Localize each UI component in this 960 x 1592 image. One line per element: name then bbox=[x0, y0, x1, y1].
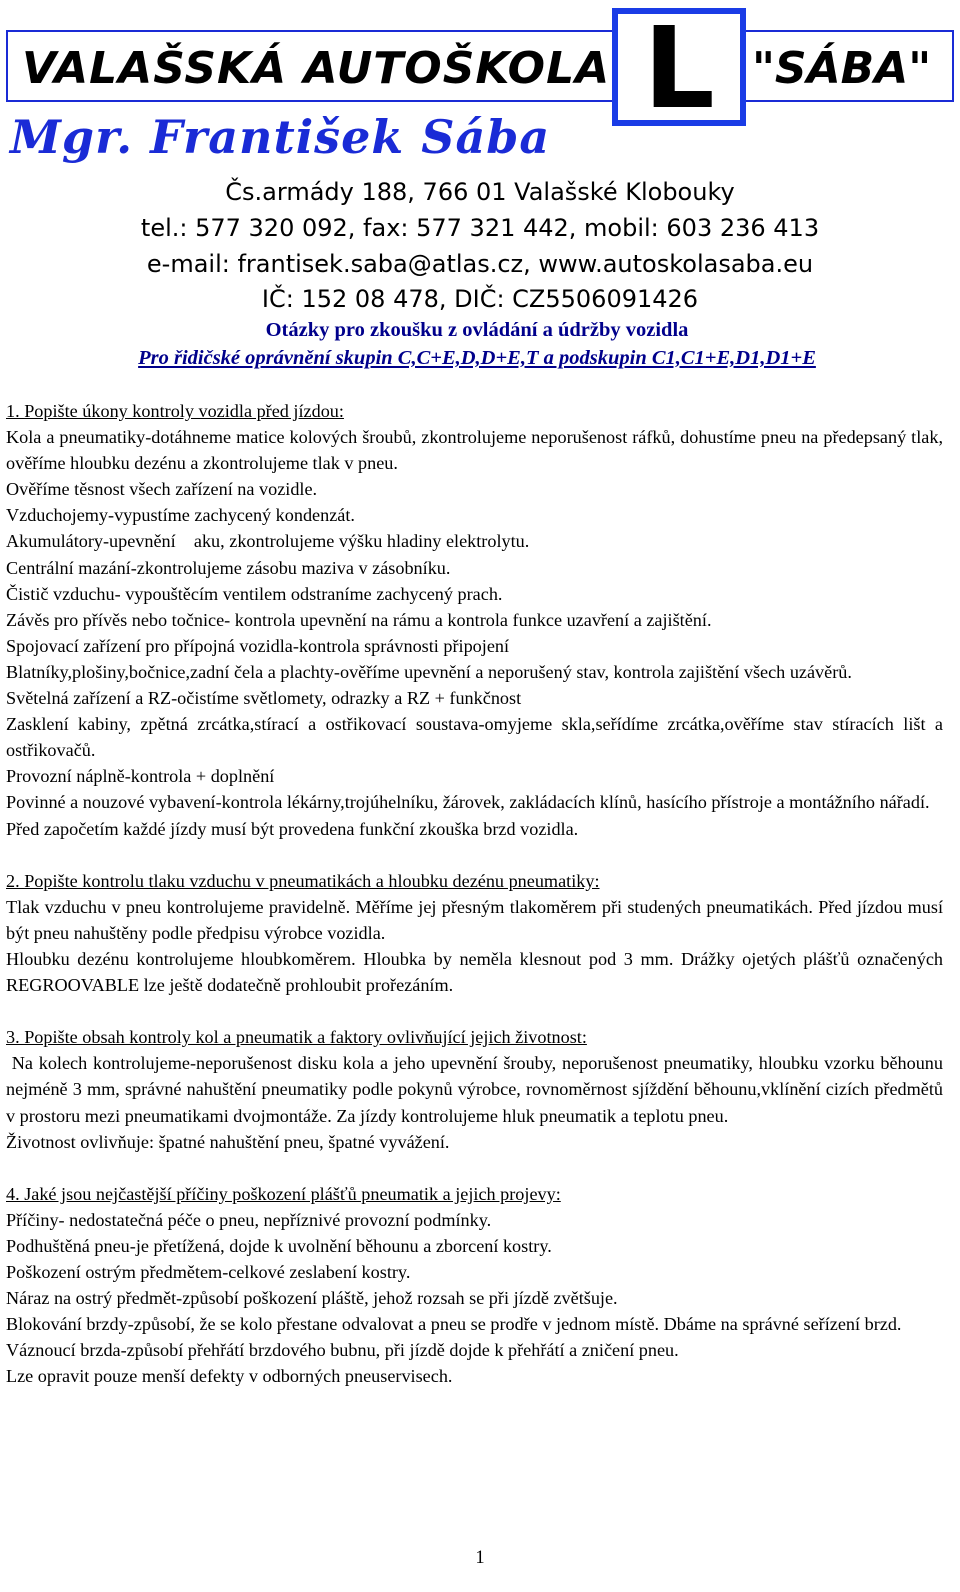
page-number: 1 bbox=[475, 1548, 485, 1568]
question-1-line: Centrální mazání-zkontrolujeme zásobu maziva v zásobníku. bbox=[6, 557, 451, 578]
question-1-line: Zasklení kabiny, zpětná zrcátka,stírací a ostřikovací soustava-omyjeme skla,seřídíme zrcátka,ověříme stav stíracích lišt a ostřikovačů. bbox=[6, 714, 943, 761]
section-spacer bbox=[6, 1155, 943, 1181]
question-2-line: Tlak vzduchu v pneu kontrolujeme pravidelně. Měříme jej přesným tlakoměrem při studených pneumatikách. Před jízdou musí být pneu nahuštěny podle předpisu výrobce vozidla. bbox=[6, 896, 943, 943]
web-line: e-mail: frantisek.saba@atlas.cz, www.autoskolasaba.eu bbox=[146, 250, 814, 278]
question-4-line: Váznoucí brzda-způsobí přehřátí brzdového bubnu, při jízdě dojde k přehřátí a zničení pneu. bbox=[6, 1340, 679, 1361]
logo-letter: L bbox=[643, 4, 715, 134]
section-spacer bbox=[6, 998, 943, 1024]
question-1-line: Závěs pro přívěs nebo točnice- kontrola upevnění na rámu a kontrola funkce uzavření a zajištění. bbox=[6, 609, 712, 630]
owner-name: Mgr. František Sába bbox=[10, 110, 551, 164]
brand-name: VALAŠSKÁ AUTOŠKOLA bbox=[22, 43, 611, 94]
brand-name-saba: "SÁBA" bbox=[752, 43, 932, 94]
question-1-line: Povinné a nouzové vybavení-kontrola lékárny,trojúhelníku, žárovek, zakládacích klínů, hasícího přístroje a montážního nářadí. bbox=[6, 792, 930, 813]
question-3-line: Životnost ovlivňuje: špatné nahuštění pneu, špatné vyvážení. bbox=[6, 1131, 450, 1152]
question-4-line: Blokování brzdy-způsobí, že se kolo přestane odvalovat a pneu se prodře v jednom místě. Dbáme na správné seřízení brzd. bbox=[6, 1314, 902, 1335]
question-1-line: Provozní náplně-kontrola + doplnění bbox=[6, 766, 275, 787]
question-1-line: Spojovací zařízení pro přípojná vozidla-kontrola správnosti připojení bbox=[6, 635, 510, 656]
question-4-heading: 4. Jaké jsou nejčastější příčiny poškození plášťů pneumatik a jejich projevy: bbox=[6, 1183, 561, 1204]
letterhead bbox=[0, 0, 960, 313]
document-subtitle: Pro řidičské oprávnění skupin C,C+E,D,D+E,T a podskupin C1,C1+E,D1,D1+E bbox=[138, 347, 816, 369]
question-1-line: Čistič vzduchu- vypouštěcím ventilem odstraníme zachycený prach. bbox=[6, 583, 503, 604]
question-3-line: Na kolech kontrolujeme-neporušenost disku kola a jeho upevnění šrouby, neporušenost pneumatiky, hloubku vzorku běhounu nejméně 3 mm, správné nahuštění pneumatiky podle pokynů výrobce, rovnoměrnost sjíždění běhounu,vklínění cizích předmětů v prostoru mezi pneumatikami dvojmontáže. Za jízdy kontrolujeme hluk pneumatik a teplotu pneu. bbox=[6, 1053, 948, 1126]
question-1-line: Kola a pneumatiky-dotáhneme matice kolových šroubů, zkontrolujeme neporušenost ráfků, dohustíme pneu na předepsaný tlak, ověříme hloubku dezénu a zkontrolujeme tlak v pneu. bbox=[6, 427, 943, 474]
question-4-line: Náraz na ostrý předmět-způsobí poškození pláště, jehož rozsah se při jízdě zvětšuje. bbox=[6, 1288, 618, 1309]
question-1-heading: 1. Popište úkony kontroly vozidla před jízdou: bbox=[6, 401, 344, 421]
questions-content bbox=[6, 398, 948, 1390]
driving-school-l-logo-icon bbox=[612, 4, 746, 134]
document-title: Otázky pro zkoušku z ovládání a údržby vozidla bbox=[265, 319, 689, 341]
address-line: Čs.armády 188, 766 01 Valašské Klobouky bbox=[225, 178, 735, 206]
question-3-heading: 3. Popište obsah kontroly kol a pneumatik a faktory ovlivňující jejich životnost: bbox=[6, 1027, 587, 1048]
question-1-line: Blatníky,plošiny,bočnice,zadní čela a plachty-ověříme upevnění a neporušený stav, kontrola zajištění všech uzávěrů. bbox=[6, 661, 852, 682]
question-1-line: Vzduchojemy-vypustíme zachycený kondenzát. bbox=[6, 505, 355, 526]
question-4-line: Lze opravit pouze menší defekty v odborných pneuservisech. bbox=[6, 1366, 453, 1387]
company-ids-line: IČ: 152 08 478, DIČ: CZ5506091426 bbox=[261, 285, 699, 313]
phone-line: tel.: 577 320 092, fax: 577 321 442, mobil: 603 236 413 bbox=[140, 214, 820, 242]
question-4-line: Podhuštěná pneu-je přetížená, dojde k uvolnění běhounu a zborcení kostry. bbox=[6, 1236, 552, 1256]
question-4-line: Příčiny- nedostatečná péče o pneu, nepříznivé provozní podmínky. bbox=[6, 1209, 492, 1230]
question-1-line: Ověříme těsnost všech zařízení na vozidle. bbox=[6, 479, 318, 500]
question-1-line: Světelná zařízení a RZ-očistíme světlomety, odrazky a RZ + funkčnost bbox=[6, 688, 522, 709]
question-1-line: Před započetím každé jízdy musí být provedena funkční zkouška brzd vozidla. bbox=[6, 818, 579, 839]
question-2-line: Hloubku dezénu kontrolujeme hloubkoměrem. Hloubka by neměla klesnout pod 3 mm. Drážky ojetých plášťů označených REGROOVABLE lze ještě dodatečně prohloubit prořezáním. bbox=[6, 948, 943, 996]
question-2-heading: 2. Popište kontrolu tlaku vzduchu v pneumatikách a hloubku dezénu pneumatiky: bbox=[6, 870, 600, 891]
question-4-line: Poškození ostrým předmětem-celkové zeslabení kostry. bbox=[6, 1262, 411, 1283]
section-spacer bbox=[6, 842, 943, 868]
question-1-line: Akumulátory-upevnění aku, zkontrolujeme výšku hladiny elektrolytu. bbox=[6, 531, 530, 552]
